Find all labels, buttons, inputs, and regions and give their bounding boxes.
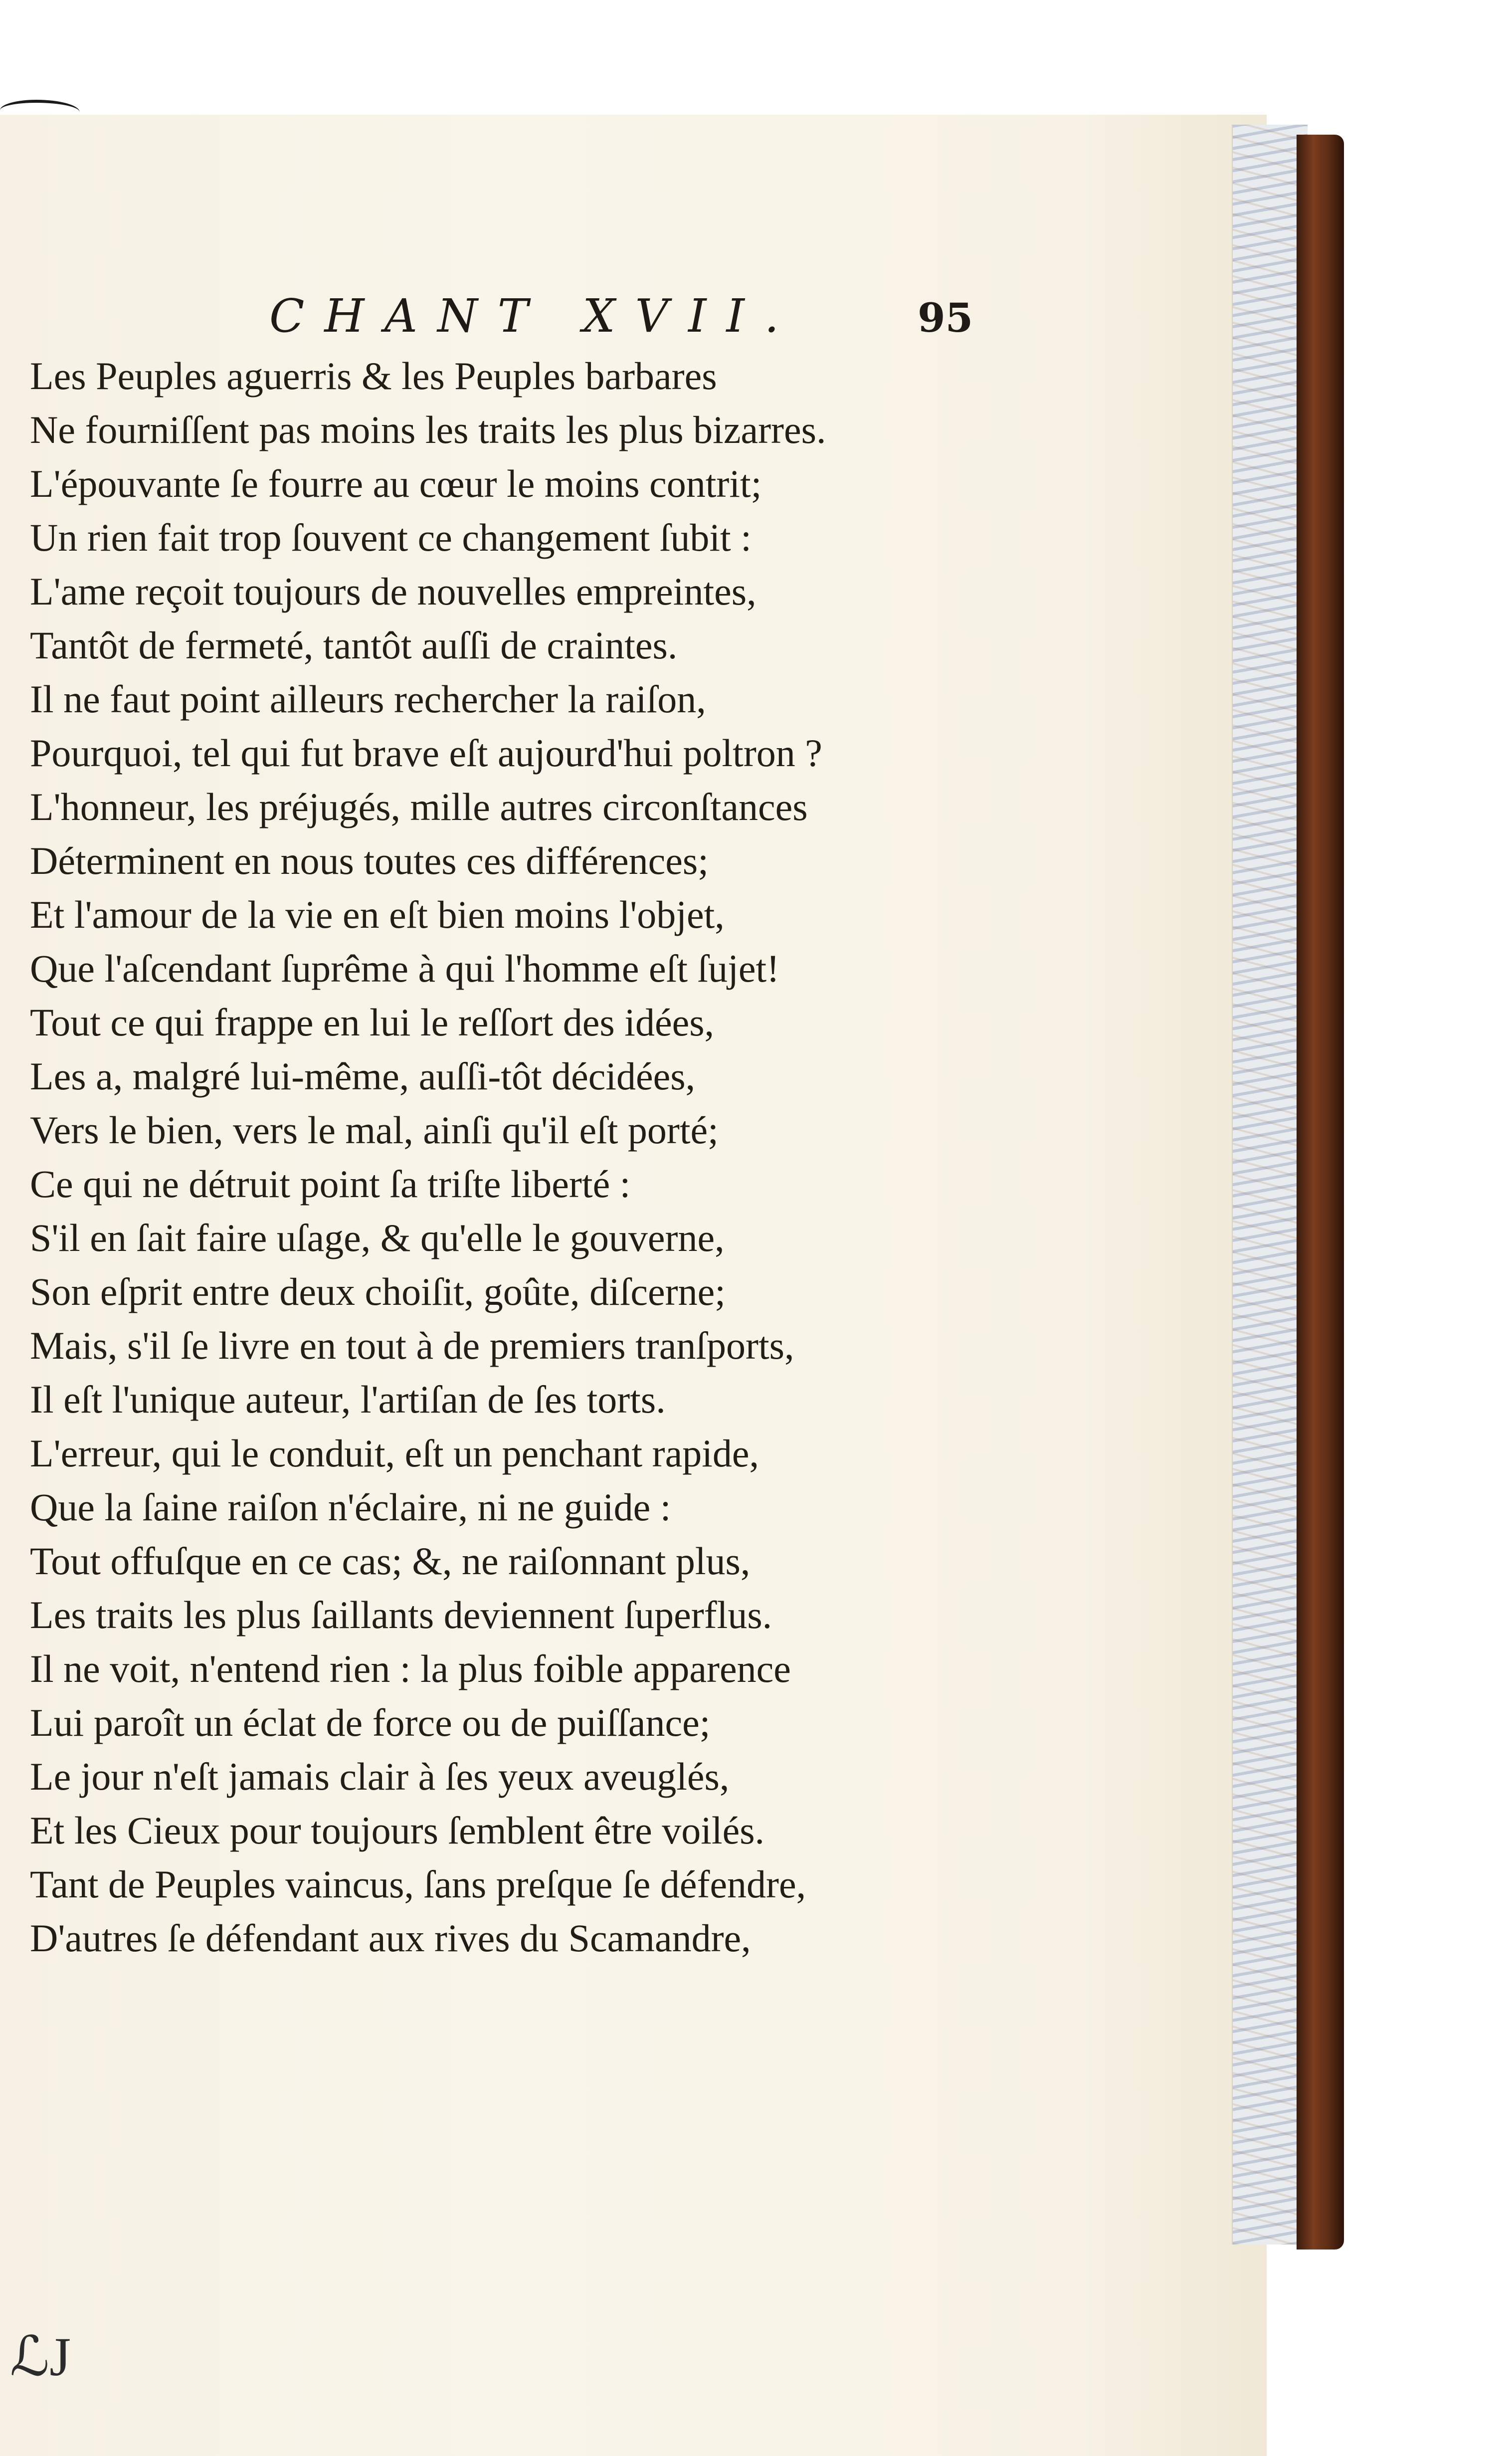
verse-line: Ce qui ne détruit point ſa triſte liberté : — [30, 1162, 631, 1206]
verse-line: Mais, s'il ſe livre en tout à de premiers tranſports, — [30, 1324, 794, 1367]
verse-line: Les Peuples aguerris & les Peuples barbares — [30, 354, 717, 398]
verse-line: Lui paroît un éclat de force ou de puiſſance; — [30, 1701, 711, 1744]
verse-line: Ne fourniſſent pas moins les traits les plus bizarres. — [30, 408, 826, 451]
verse-line: Et les Cieux pour toujours ſemblent être voilés. — [30, 1809, 765, 1852]
page-header — [0, 279, 1267, 344]
verse-line: Il eſt l'unique auteur, l'artiſan de ſes torts. — [30, 1378, 666, 1421]
verse-line: S'il en ſait faire uſage, & qu'elle le gouverne, — [30, 1216, 725, 1259]
verse-line: Tantôt de fermeté, tantôt auſſi de craintes. — [30, 623, 678, 667]
verse-line: Vers le bien, vers le mal, ainſi qu'il eſt porté; — [30, 1108, 719, 1152]
verse-line: Tout ce qui frappe en lui le reſſort des idées, — [30, 1001, 715, 1044]
verse-line: Les a, malgré lui-même, auſſi-tôt décidées, — [30, 1054, 696, 1098]
verse-line: L'épouvante ſe fourre au cœur le moins contrit; — [30, 462, 762, 505]
verse-line: Un rien fait trop ſouvent ce changement ſubit : — [30, 516, 752, 559]
verse-line: Tout offuſque en ce cas; &, ne raiſonnant plus, — [30, 1539, 751, 1583]
verse-line: Et l'amour de la vie en eſt bien moins l'objet, — [30, 893, 725, 936]
book-spine — [1297, 135, 1344, 2250]
verse-line: Son eſprit entre deux choiſit, goûte, diſcerne; — [30, 1270, 726, 1313]
handwritten-mark: ℒJ — [10, 2326, 71, 2387]
verse-line: Il ne faut point ailleurs rechercher la raiſon, — [30, 677, 706, 721]
verse-line: D'autres ſe défendant aux rives du Scamandre, — [30, 1916, 751, 1960]
verse-line: Il ne voit, n'entend rien : la plus foible apparence — [30, 1647, 791, 1690]
page-number: 95 — [918, 294, 973, 341]
verse-block — [30, 349, 977, 1965]
verse-line: L'honneur, les préjugés, mille autres circonſtances — [30, 785, 808, 828]
verse-line: Pourquoi, tel qui fut brave eſt aujourd'hui poltron ? — [30, 731, 822, 775]
verse-line: Que l'aſcendant ſuprême à qui l'homme eſt ſujet! — [30, 947, 780, 990]
verse-line: Que la ſaine raiſon n'éclaire, ni ne guide : — [30, 1485, 671, 1529]
verse-line: Tant de Peuples vaincus, ſans preſque ſe défendre, — [30, 1862, 806, 1906]
verse-line: Le jour n'eſt jamais clair à ſes yeux aveuglés, — [30, 1755, 730, 1798]
verse-line: Les traits les plus ſaillants deviennent ſuperflus. — [30, 1593, 772, 1637]
running-title: CHANT XVII. — [269, 289, 799, 343]
verse-line: L'erreur, qui le conduit, eſt un penchant rapide, — [30, 1432, 759, 1475]
verse-line: Déterminent en nous toutes ces différences; — [30, 839, 709, 882]
verse-line: L'ame reçoit toujours de nouvelles empreintes, — [30, 570, 756, 613]
